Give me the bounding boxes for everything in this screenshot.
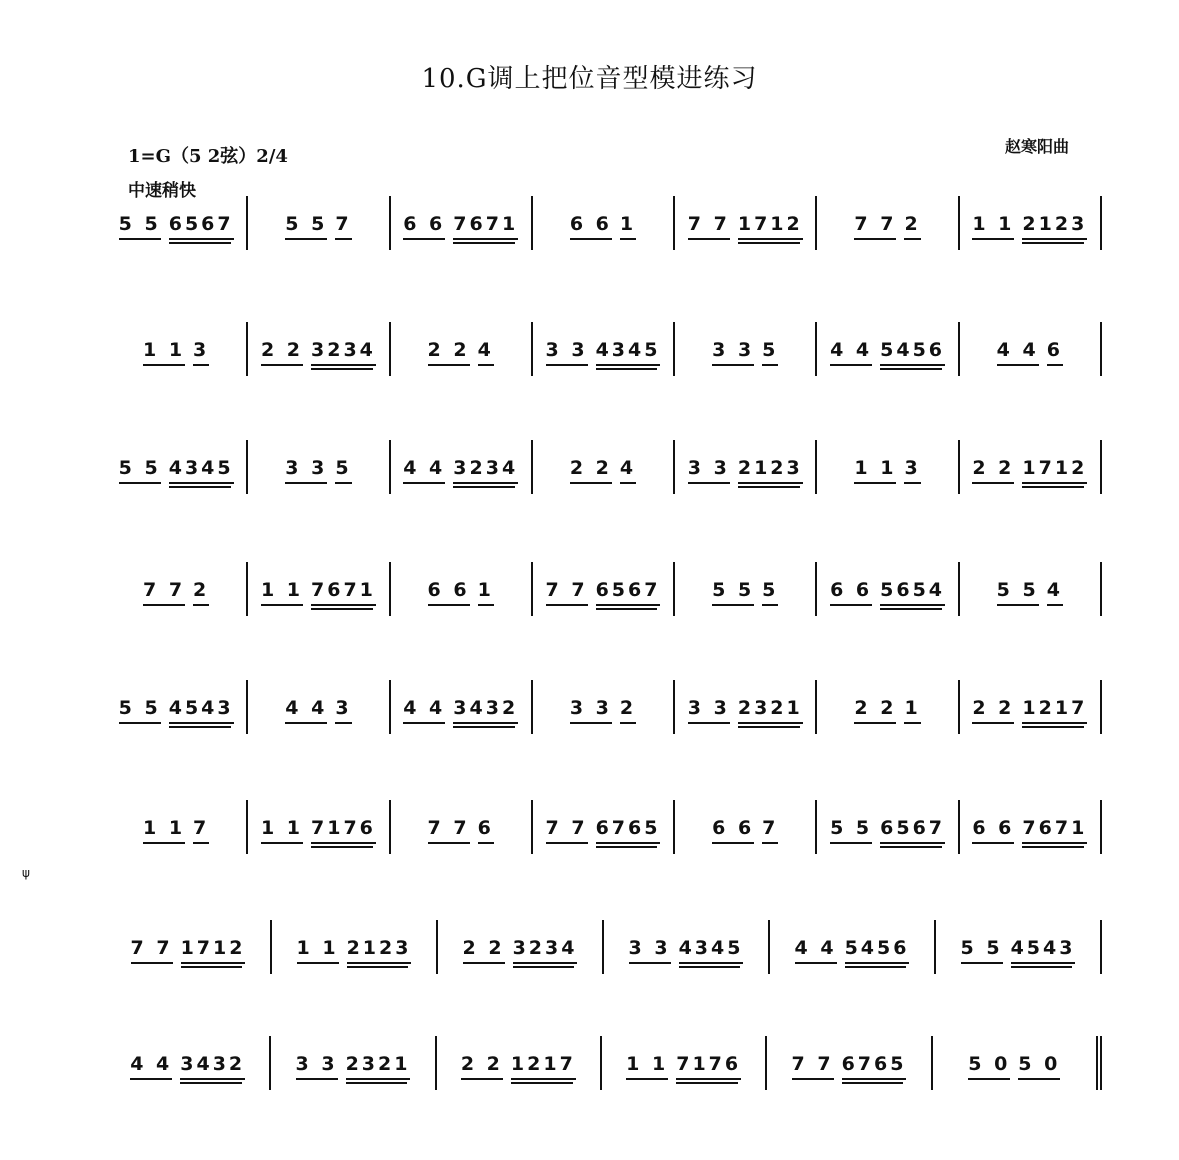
note-group: 2 2 (972, 459, 1014, 484)
note-group: 4 4 (403, 459, 445, 484)
note-group: 2123 (738, 459, 803, 484)
note-group: 1 1 (261, 581, 303, 606)
composer-credit: 赵寒阳曲 (1004, 137, 1069, 156)
note-group: 5 5 (285, 215, 327, 240)
note-group: 7 7 (854, 215, 896, 240)
note-group: 7 (762, 819, 778, 844)
note-group: 3432 (453, 699, 518, 724)
margin-mark: ψ (22, 866, 30, 880)
measure (817, 440, 959, 494)
measure (391, 800, 533, 854)
measure (604, 920, 770, 974)
measure (533, 800, 675, 854)
measure (106, 322, 248, 376)
score-line (106, 322, 1102, 376)
note-group: 4 4 (997, 341, 1039, 366)
measure (933, 1036, 1102, 1090)
note-group: 3 3 (712, 341, 754, 366)
note-group: 1 1 (854, 459, 896, 484)
measure (770, 920, 936, 974)
measure (960, 800, 1102, 854)
tempo-marking: 中速稍快 (128, 181, 196, 201)
note-group: 7176 (311, 819, 376, 844)
note-group: 6 6 (972, 819, 1014, 844)
measure (248, 322, 390, 376)
measure (248, 440, 390, 494)
note-group: 3 3 (688, 459, 730, 484)
measure (248, 196, 390, 250)
measure (817, 680, 959, 734)
score-line (106, 800, 1102, 854)
measure (391, 680, 533, 734)
measure (106, 1036, 271, 1090)
note-group: 1217 (1022, 699, 1087, 724)
note-group: 4 4 (130, 1055, 172, 1080)
note-group: 3 3 (285, 459, 327, 484)
measure (272, 920, 438, 974)
note-group: 7 7 (546, 581, 588, 606)
note-group: 5 5 (712, 581, 754, 606)
note-group: 1 1 (261, 819, 303, 844)
note-group: 7 7 (688, 215, 730, 240)
note-group: 5 5 (997, 581, 1039, 606)
measure (438, 920, 604, 974)
note-group: 6567 (880, 819, 945, 844)
note-group: 3 (193, 341, 209, 366)
note-group: 2321 (346, 1055, 411, 1080)
note-group: 4345 (169, 459, 234, 484)
note-group: 5 5 (119, 459, 161, 484)
measure (533, 680, 675, 734)
note-group: 7671 (453, 215, 518, 240)
note-group: 7 (335, 215, 351, 240)
measure (533, 562, 675, 616)
note-group: 3 3 (296, 1055, 338, 1080)
score-line (106, 680, 1102, 734)
note-group: 2 2 (463, 939, 505, 964)
note-group: 5456 (845, 939, 910, 964)
note-group: 7 (193, 819, 209, 844)
note-group: 4 4 (830, 341, 872, 366)
note-group: 5 5 (119, 215, 161, 240)
note-group: 5 5 (830, 819, 872, 844)
measure (533, 196, 675, 250)
measure (960, 680, 1102, 734)
note-group: 6 6 (830, 581, 872, 606)
measure (106, 562, 248, 616)
note-group: 7 7 (428, 819, 470, 844)
note-group: 1217 (511, 1055, 576, 1080)
note-group: 5456 (880, 341, 945, 366)
note-group: 6567 (596, 581, 661, 606)
note-group: 4 (478, 341, 494, 366)
measure (533, 440, 675, 494)
measure (437, 1036, 602, 1090)
measure (106, 920, 272, 974)
score-line (106, 440, 1102, 494)
note-group: 3 (335, 699, 351, 724)
measure (602, 1036, 767, 1090)
note-group: 5 5 (961, 939, 1003, 964)
note-group: 4 4 (285, 699, 327, 724)
note-group: 1 1 (297, 939, 339, 964)
measure (960, 196, 1102, 250)
note-group: 6 6 (712, 819, 754, 844)
note-group: 7 7 (546, 819, 588, 844)
score-line (106, 1036, 1102, 1090)
measure (817, 562, 959, 616)
note-group: 6567 (169, 215, 234, 240)
note-group: 5 0 (968, 1055, 1010, 1080)
note-group: 3234 (453, 459, 518, 484)
note-group: 1712 (1022, 459, 1087, 484)
measure (106, 440, 248, 494)
note-group: 5 0 (1018, 1055, 1060, 1080)
measure (106, 800, 248, 854)
note-group: 1 (478, 581, 494, 606)
measure (675, 680, 817, 734)
measure (675, 440, 817, 494)
measure (675, 800, 817, 854)
note-group: 6765 (596, 819, 661, 844)
measure (817, 196, 959, 250)
measure (960, 322, 1102, 376)
note-group: 4543 (1011, 939, 1076, 964)
note-group: 1 1 (143, 341, 185, 366)
note-group: 5 (762, 341, 778, 366)
measure (675, 562, 817, 616)
note-group: 1712 (181, 939, 246, 964)
note-group: 5 (762, 581, 778, 606)
note-group: 6 (1047, 341, 1063, 366)
note-group: 7 7 (131, 939, 173, 964)
note-group: 4 4 (403, 699, 445, 724)
note-group: 3 3 (546, 341, 588, 366)
note-group: 2 2 (261, 341, 303, 366)
measure (271, 1036, 436, 1090)
note-group: 2321 (738, 699, 803, 724)
note-group: 3234 (513, 939, 578, 964)
score-line (106, 920, 1102, 974)
note-group: 1712 (738, 215, 803, 240)
measure (767, 1036, 932, 1090)
note-group: 7671 (311, 581, 376, 606)
measure (391, 322, 533, 376)
note-group: 4543 (169, 699, 234, 724)
measure (106, 196, 248, 250)
measure (675, 196, 817, 250)
measure (533, 322, 675, 376)
note-group: 5654 (880, 581, 945, 606)
measure (106, 680, 248, 734)
note-group: 3 3 (629, 939, 671, 964)
note-group: 2 2 (428, 341, 470, 366)
note-group: 2 2 (461, 1055, 503, 1080)
note-group: 1 1 (143, 819, 185, 844)
measure (391, 440, 533, 494)
measure (817, 322, 959, 376)
measure (936, 920, 1102, 974)
piece-title: 10.G调上把位音型模进练习 (421, 64, 758, 94)
note-group: 3432 (180, 1055, 245, 1080)
score-line (106, 196, 1102, 250)
note-group: 6765 (842, 1055, 907, 1080)
measure (960, 562, 1102, 616)
note-group: 6 6 (403, 215, 445, 240)
note-group: 1 1 (972, 215, 1014, 240)
measure (391, 562, 533, 616)
note-group: 6 6 (570, 215, 612, 240)
note-group: 6 6 (428, 581, 470, 606)
note-group: 7176 (676, 1055, 741, 1080)
note-group: 5 (335, 459, 351, 484)
note-group: 3 3 (688, 699, 730, 724)
note-group: 2 (193, 581, 209, 606)
note-group: 7 7 (792, 1055, 834, 1080)
note-group: 4345 (679, 939, 744, 964)
note-group: 2123 (347, 939, 412, 964)
note-group: 2 2 (972, 699, 1014, 724)
measure (675, 322, 817, 376)
note-group: 6 (478, 819, 494, 844)
measure (248, 800, 390, 854)
note-group: 2 (620, 699, 636, 724)
note-group: 3 (904, 459, 920, 484)
note-group: 4345 (596, 341, 661, 366)
note-group: 2 2 (570, 459, 612, 484)
measure (391, 196, 533, 250)
note-group: 2 2 (854, 699, 896, 724)
score-line (106, 562, 1102, 616)
measure (817, 800, 959, 854)
note-group: 5 5 (119, 699, 161, 724)
note-group: 4 (1047, 581, 1063, 606)
note-group: 1 1 (626, 1055, 668, 1080)
note-group: 1 (620, 215, 636, 240)
note-group: 3234 (311, 341, 376, 366)
key-signature: 1=G（5 2弦）2/4 (128, 146, 288, 167)
note-group: 4 (620, 459, 636, 484)
note-group: 4 4 (795, 939, 837, 964)
note-group: 2123 (1022, 215, 1087, 240)
note-group: 7671 (1022, 819, 1087, 844)
note-group: 1 (904, 699, 920, 724)
note-group: 3 3 (570, 699, 612, 724)
note-group: 7 7 (143, 581, 185, 606)
note-group: 2 (904, 215, 920, 240)
measure (248, 680, 390, 734)
measure (248, 562, 390, 616)
measure (960, 440, 1102, 494)
